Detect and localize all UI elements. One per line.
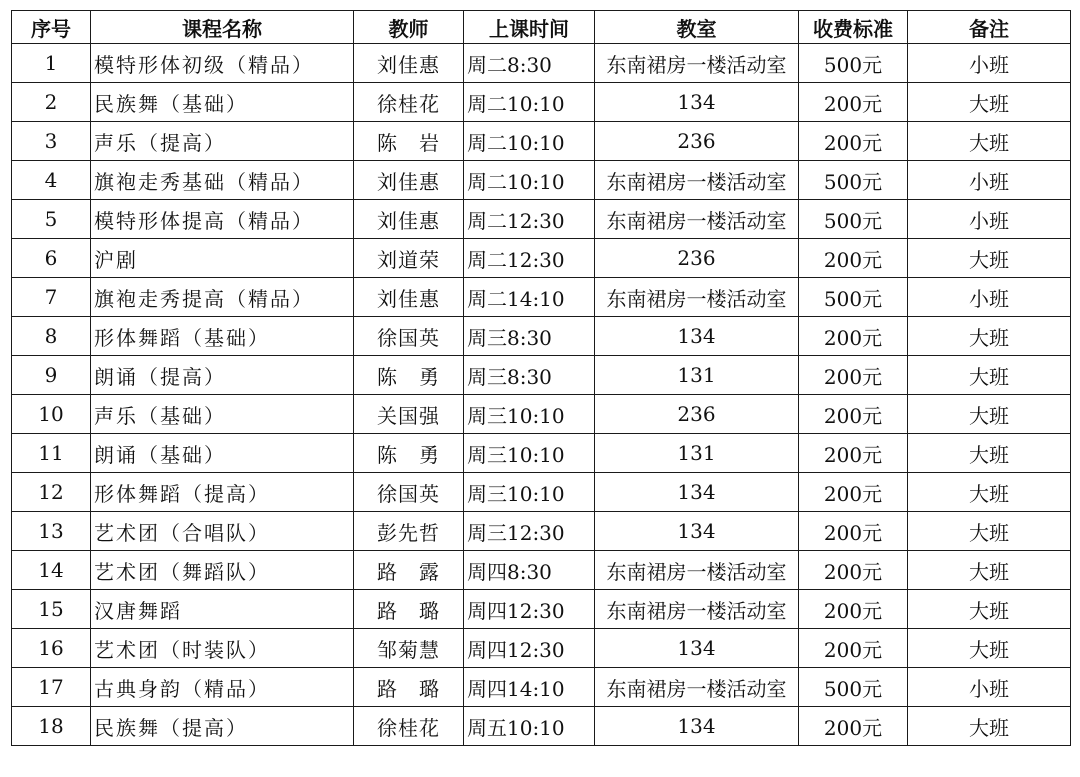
cell-class-time: 周三8:30 (464, 356, 595, 395)
cell-fee: 200元 (799, 239, 908, 278)
cell-classroom: 236 (595, 239, 799, 278)
cell-course-name: 艺术团（合唱队） (91, 512, 354, 551)
header-class-time: 上课时间 (464, 11, 595, 44)
cell-note: 大班 (908, 317, 1071, 356)
table-row (12, 512, 1071, 551)
cell-class-time: 周四12:30 (464, 590, 595, 629)
cell-note: 小班 (908, 668, 1071, 707)
cell-course-name: 民族舞（基础） (91, 83, 354, 122)
cell-classroom: 134 (595, 629, 799, 668)
table-row (12, 590, 1071, 629)
table-row (12, 122, 1071, 161)
cell-index: 13 (12, 512, 91, 551)
cell-teacher: 刘佳惠 (354, 200, 464, 239)
cell-class-time: 周二8:30 (464, 44, 595, 83)
cell-fee: 200元 (799, 317, 908, 356)
cell-class-time: 周三12:30 (464, 512, 595, 551)
cell-class-time: 周三10:10 (464, 395, 595, 434)
cell-note: 大班 (908, 239, 1071, 278)
cell-note: 大班 (908, 551, 1071, 590)
table-row (12, 668, 1071, 707)
cell-fee: 200元 (799, 434, 908, 473)
cell-course-name: 形体舞蹈（提高） (91, 473, 354, 512)
cell-note: 大班 (908, 83, 1071, 122)
table-row (12, 239, 1071, 278)
cell-class-time: 周四8:30 (464, 551, 595, 590)
cell-fee: 200元 (799, 551, 908, 590)
table-row (12, 200, 1071, 239)
cell-note: 大班 (908, 473, 1071, 512)
header-classroom: 教室 (595, 11, 799, 44)
table-row (12, 161, 1071, 200)
cell-classroom: 东南裙房一楼活动室 (595, 200, 799, 239)
cell-class-time: 周二14:10 (464, 278, 595, 317)
cell-teacher: 徐国英 (354, 317, 464, 356)
cell-fee: 200元 (799, 356, 908, 395)
cell-note: 大班 (908, 122, 1071, 161)
cell-course-name: 汉唐舞蹈 (91, 590, 354, 629)
cell-course-name: 古典身韵（精品） (91, 668, 354, 707)
cell-index: 9 (12, 356, 91, 395)
cell-teacher: 徐国英 (354, 473, 464, 512)
cell-class-time: 周二10:10 (464, 83, 595, 122)
cell-teacher: 邹菊慧 (354, 629, 464, 668)
cell-course-name: 声乐（基础） (91, 395, 354, 434)
cell-course-name: 旗袍走秀基础（精品） (91, 161, 354, 200)
header-teacher: 教师 (354, 11, 464, 44)
cell-fee: 500元 (799, 278, 908, 317)
cell-course-name: 艺术团（时装队） (91, 629, 354, 668)
cell-teacher: 陈 勇 (354, 356, 464, 395)
cell-teacher: 刘佳惠 (354, 278, 464, 317)
cell-class-time: 周四12:30 (464, 629, 595, 668)
cell-classroom: 东南裙房一楼活动室 (595, 551, 799, 590)
cell-course-name: 声乐（提高） (91, 122, 354, 161)
header-course-name: 课程名称 (91, 11, 354, 44)
cell-fee: 200元 (799, 707, 908, 746)
table-row (12, 629, 1071, 668)
cell-course-name: 模特形体初级（精品） (91, 44, 354, 83)
cell-course-name: 艺术团（舞蹈队） (91, 551, 354, 590)
cell-class-time: 周四14:10 (464, 668, 595, 707)
cell-teacher: 陈 勇 (354, 434, 464, 473)
header-index: 序号 (12, 11, 91, 44)
cell-classroom: 东南裙房一楼活动室 (595, 161, 799, 200)
cell-index: 14 (12, 551, 91, 590)
cell-note: 大班 (908, 590, 1071, 629)
table-row (12, 83, 1071, 122)
cell-classroom: 东南裙房一楼活动室 (595, 44, 799, 83)
cell-index: 16 (12, 629, 91, 668)
cell-fee: 200元 (799, 512, 908, 551)
cell-classroom: 134 (595, 512, 799, 551)
cell-classroom: 236 (595, 395, 799, 434)
cell-note: 小班 (908, 161, 1071, 200)
cell-teacher: 彭先哲 (354, 512, 464, 551)
cell-course-name: 旗袍走秀提高（精品） (91, 278, 354, 317)
table-row (12, 44, 1071, 83)
cell-classroom: 236 (595, 122, 799, 161)
cell-note: 大班 (908, 707, 1071, 746)
cell-index: 18 (12, 707, 91, 746)
cell-note: 大班 (908, 512, 1071, 551)
cell-teacher: 徐桂花 (354, 83, 464, 122)
cell-fee: 500元 (799, 668, 908, 707)
cell-fee: 500元 (799, 200, 908, 239)
cell-teacher: 路 璐 (354, 668, 464, 707)
cell-teacher: 刘佳惠 (354, 44, 464, 83)
cell-class-time: 周三8:30 (464, 317, 595, 356)
table-body (12, 44, 1071, 746)
cell-class-time: 周五10:10 (464, 707, 595, 746)
cell-course-name: 朗诵（提高） (91, 356, 354, 395)
cell-teacher: 陈 岩 (354, 122, 464, 161)
cell-course-name: 模特形体提高（精品） (91, 200, 354, 239)
table-row (12, 317, 1071, 356)
cell-fee: 200元 (799, 122, 908, 161)
cell-note: 小班 (908, 44, 1071, 83)
cell-index: 2 (12, 83, 91, 122)
cell-note: 小班 (908, 278, 1071, 317)
cell-fee: 200元 (799, 629, 908, 668)
cell-note: 大班 (908, 356, 1071, 395)
cell-classroom: 131 (595, 434, 799, 473)
header-note: 备注 (908, 11, 1071, 44)
table-row (12, 707, 1071, 746)
table-row (12, 551, 1071, 590)
cell-teacher: 路 璐 (354, 590, 464, 629)
cell-classroom: 134 (595, 473, 799, 512)
table-row (12, 356, 1071, 395)
header-fee: 收费标准 (799, 11, 908, 44)
cell-course-name: 朗诵（基础） (91, 434, 354, 473)
cell-class-time: 周二12:30 (464, 239, 595, 278)
cell-class-time: 周三10:10 (464, 434, 595, 473)
table-row (12, 395, 1071, 434)
cell-index: 6 (12, 239, 91, 278)
cell-teacher: 徐桂花 (354, 707, 464, 746)
cell-note: 大班 (908, 395, 1071, 434)
cell-course-name: 沪剧 (91, 239, 354, 278)
cell-classroom: 131 (595, 356, 799, 395)
cell-class-time: 周二10:10 (464, 122, 595, 161)
cell-class-time: 周三10:10 (464, 473, 595, 512)
cell-index: 12 (12, 473, 91, 512)
cell-fee: 200元 (799, 395, 908, 434)
cell-index: 1 (12, 44, 91, 83)
cell-index: 5 (12, 200, 91, 239)
cell-fee: 200元 (799, 473, 908, 512)
table-header (12, 11, 1071, 44)
cell-class-time: 周二10:10 (464, 161, 595, 200)
cell-index: 4 (12, 161, 91, 200)
cell-note: 小班 (908, 200, 1071, 239)
cell-note: 大班 (908, 629, 1071, 668)
cell-classroom: 东南裙房一楼活动室 (595, 668, 799, 707)
cell-teacher: 关国强 (354, 395, 464, 434)
cell-classroom: 134 (595, 317, 799, 356)
cell-index: 7 (12, 278, 91, 317)
cell-fee: 200元 (799, 83, 908, 122)
cell-classroom: 134 (595, 83, 799, 122)
cell-index: 15 (12, 590, 91, 629)
table-row (12, 278, 1071, 317)
cell-teacher: 刘佳惠 (354, 161, 464, 200)
cell-fee: 500元 (799, 44, 908, 83)
cell-teacher: 路 露 (354, 551, 464, 590)
cell-index: 8 (12, 317, 91, 356)
table-row (12, 434, 1071, 473)
cell-teacher: 刘道荣 (354, 239, 464, 278)
course-schedule-table (11, 10, 1071, 746)
cell-fee: 500元 (799, 161, 908, 200)
cell-index: 17 (12, 668, 91, 707)
cell-note: 大班 (908, 434, 1071, 473)
cell-index: 3 (12, 122, 91, 161)
cell-index: 11 (12, 434, 91, 473)
cell-classroom: 东南裙房一楼活动室 (595, 590, 799, 629)
cell-fee: 200元 (799, 590, 908, 629)
cell-course-name: 民族舞（提高） (91, 707, 354, 746)
header-row (12, 11, 1071, 44)
cell-class-time: 周二12:30 (464, 200, 595, 239)
cell-classroom: 134 (595, 707, 799, 746)
cell-index: 10 (12, 395, 91, 434)
cell-course-name: 形体舞蹈（基础） (91, 317, 354, 356)
cell-classroom: 东南裙房一楼活动室 (595, 278, 799, 317)
table-row (12, 473, 1071, 512)
